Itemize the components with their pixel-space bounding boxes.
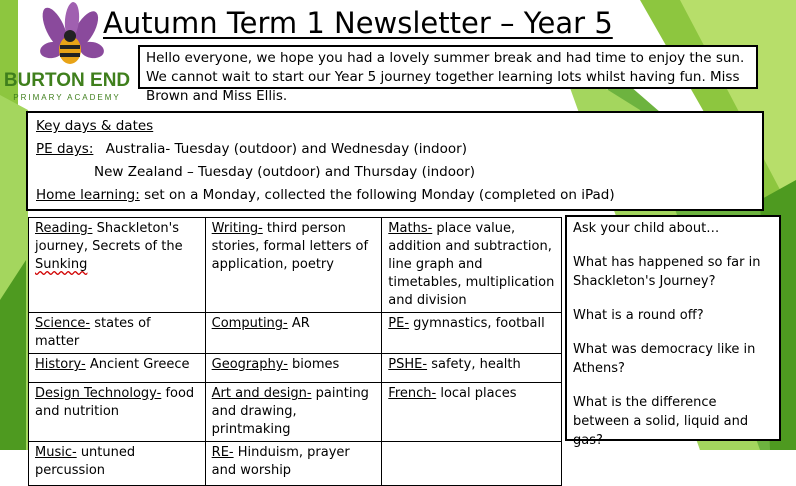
music-text: untuned percussion <box>35 445 136 478</box>
empty-cell <box>382 442 562 486</box>
re-label: RE- <box>211 445 234 460</box>
french-label: French- <box>388 386 437 401</box>
curriculum-table <box>28 217 562 486</box>
art-design-label: Art and design- <box>211 386 312 401</box>
home-learning-text: set on a Monday, collected the following Monday (completed on iPad) <box>139 187 615 203</box>
maths-cell <box>382 218 562 313</box>
computing-cell <box>205 313 382 354</box>
school-subtitle: PRIMARY ACADEMY <box>13 93 121 102</box>
intro-message: Hello everyone, we hope you had a lovely summer break and had time to enjoy the sun. We cannot wait to start our Year 5 journey together learning lots whilst having fun. Miss Brown and Miss Ellis. <box>138 45 758 89</box>
ask-heading: Ask your child about… <box>573 221 720 236</box>
pe-cell <box>382 313 562 354</box>
design-technology-cell <box>29 383 206 442</box>
art-design-cell <box>205 383 382 442</box>
table-row <box>29 218 562 313</box>
ask-question-3: What was democracy like in Athens? <box>573 342 756 376</box>
pe-text: gymnastics, football <box>409 316 545 331</box>
re-text: Hinduism, prayer and worship <box>211 445 350 478</box>
pe-days-label: PE days: <box>36 141 94 157</box>
maths-text: place value, addition and subtraction, line graph and timetables, multiplication and division <box>388 221 555 308</box>
ask-question-4: What is the difference between a solid, liquid and gas? <box>573 395 749 448</box>
key-dates-heading: Key days & dates <box>36 118 154 134</box>
history-label: History- <box>35 357 86 372</box>
science-label: Science- <box>35 316 91 331</box>
bee-icon <box>38 1 106 64</box>
re-cell <box>205 442 382 486</box>
music-label: Music- <box>35 445 77 460</box>
pe-label: PE- <box>388 316 410 331</box>
music-cell <box>29 442 206 486</box>
design-technology-text: food and nutrition <box>35 386 195 419</box>
reading-book-title: Sunking <box>35 257 88 272</box>
art-design-text: painting and drawing, printmaking <box>211 386 369 437</box>
history-text: Ancient Greece <box>85 357 190 372</box>
table-row <box>29 354 562 383</box>
home-learning-row <box>36 184 754 207</box>
pshe-text: safety, health <box>427 357 521 372</box>
table-row <box>29 383 562 442</box>
page-title: Autumn Term 1 Newsletter – Year 5 <box>103 6 613 40</box>
french-cell <box>382 383 562 442</box>
table-row <box>29 313 562 354</box>
french-text: local places <box>436 386 517 401</box>
key-dates-box <box>26 111 764 211</box>
reading-cell <box>29 218 206 313</box>
home-learning-label: Home learning: <box>36 187 140 203</box>
school-name: BURTON END <box>3 70 131 91</box>
pe-days-row <box>36 138 754 161</box>
pshe-cell <box>382 354 562 383</box>
geography-label: Geography- <box>211 357 288 372</box>
science-cell <box>29 313 206 354</box>
writing-label: Writing- <box>211 221 263 236</box>
pe-days-australia: Australia- Tuesday (outdoor) and Wednesday (indoor) <box>105 141 467 157</box>
geography-text: biomes <box>287 357 340 372</box>
ask-your-child-box <box>565 215 781 448</box>
writing-cell <box>205 218 382 313</box>
reading-text: Shackleton's journey, Secrets of the <box>35 221 183 254</box>
design-technology-label: Design Technology- <box>35 386 162 401</box>
maths-label: Maths- <box>388 221 433 236</box>
reading-label: Reading- <box>35 221 93 236</box>
science-text: states of matter <box>35 316 151 349</box>
pe-days-new-zealand: New Zealand – Tuesday (outdoor) and Thursday (indoor) <box>94 164 476 180</box>
ask-question-1: What has happened so far in Shackleton's Journey? <box>573 255 761 289</box>
computing-label: Computing- <box>211 316 288 331</box>
ask-question-2: What is a round off? <box>573 308 704 323</box>
geography-cell <box>205 354 382 383</box>
computing-text: AR <box>287 316 310 331</box>
writing-text: third person stories, formal letters of application, poetry <box>211 221 369 272</box>
pshe-label: PSHE- <box>388 357 428 372</box>
table-row <box>29 442 562 486</box>
history-cell <box>29 354 206 383</box>
